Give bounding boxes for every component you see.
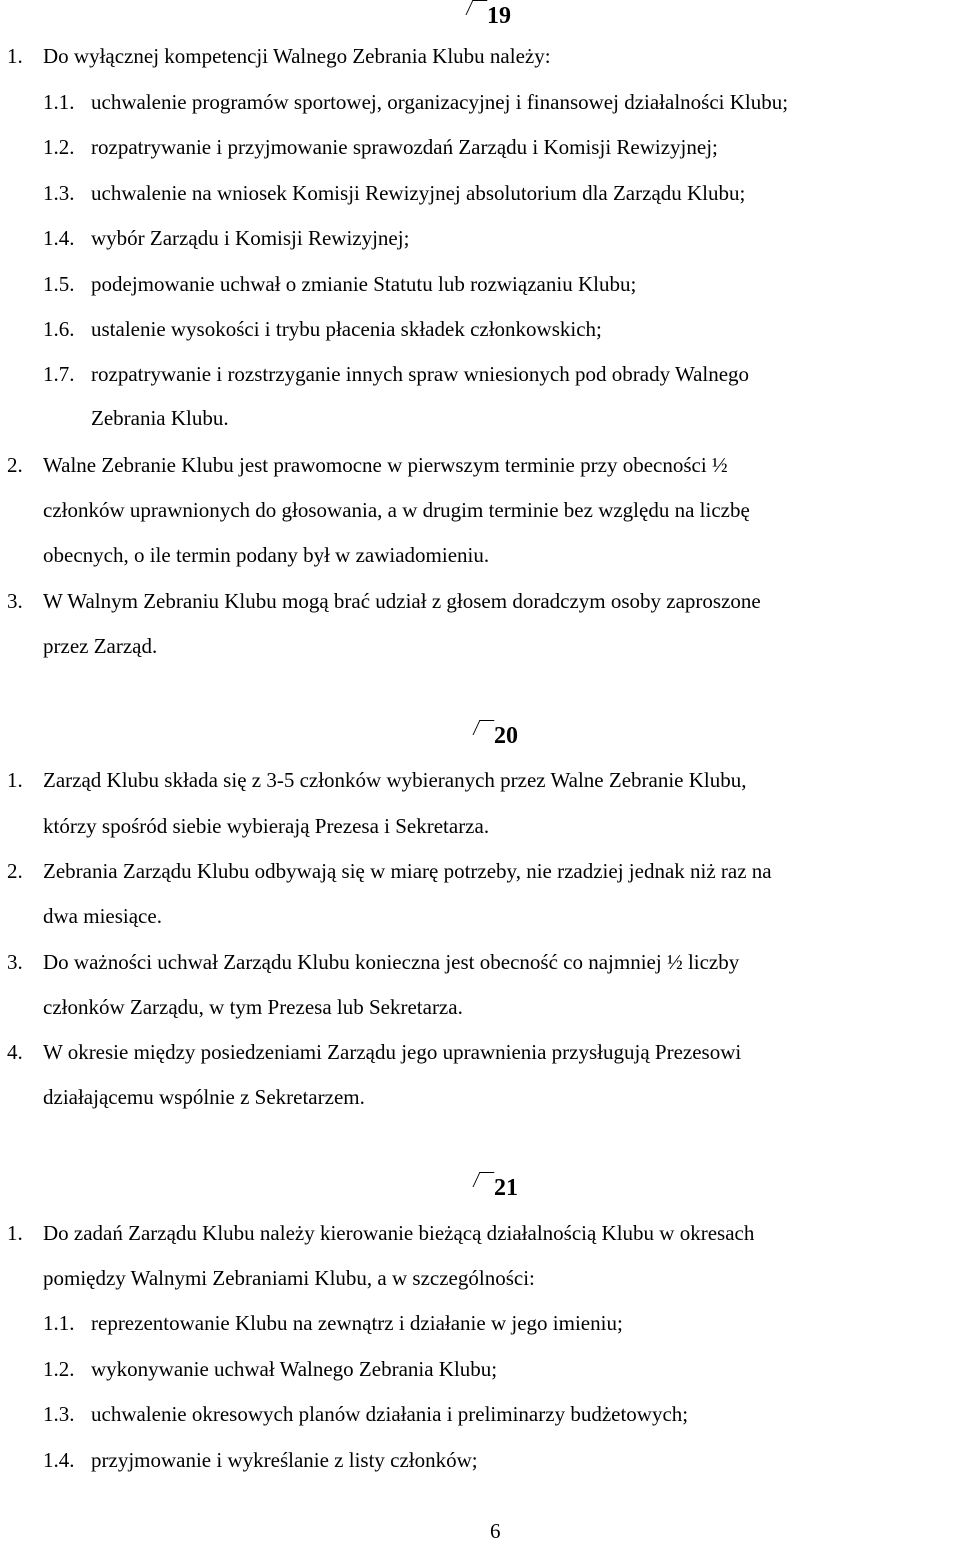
list-item-continuation: przez Zarząd. [43, 634, 158, 658]
list-item: 1.1. reprezentowanie Klubu na zewnątrz i działanie w jego imieniu; [43, 1311, 623, 1335]
list-item: 1. Do zadań Zarządu Klubu należy kierowanie bieżącą działalnością Klubu w okresach [7, 1221, 755, 1245]
list-item-continuation: członków uprawnionych do głosowania, a w drugim terminie bez względu na liczbę [43, 498, 750, 522]
list-item: 1.2. rozpatrywanie i przyjmowanie sprawozdań Zarządu i Komisji Rewizyjnej; [43, 135, 718, 159]
section-heading-21: 21 [476, 1172, 518, 1202]
list-item: 1.3. uchwalenie na wniosek Komisji Rewizyjnej absolutorium dla Zarządu Klubu; [43, 181, 746, 205]
list-item: 1.1. uchwalenie programów sportowej, organizacyjnej i finansowej działalności Klubu; [43, 90, 789, 114]
section-sign-icon [473, 1172, 495, 1187]
list-item-continuation: którzy spośród siebie wybierają Prezesa i Sekretarza. [43, 814, 490, 838]
list-item-continuation: Zebrania Klubu. [91, 406, 229, 430]
section-sign-icon [466, 0, 488, 15]
list-item-continuation: dwa miesiące. [43, 904, 162, 928]
section-heading-20: 20 [476, 720, 518, 750]
list-item: 3. Do ważności uchwał Zarządu Klubu konieczna jest obecność co najmniej ½ liczby [7, 950, 740, 974]
section-heading-19: 19 [469, 0, 511, 30]
list-item: 2. Zebrania Zarządu Klubu odbywają się w miarę potrzeby, nie rzadziej jednak niż raz na [7, 859, 772, 883]
list-item: 1.4. przyjmowanie i wykreślanie z listy członków; [43, 1448, 478, 1472]
list-item: 1. Do wyłącznej kompetencji Walnego Zebrania Klubu należy: [7, 44, 551, 68]
section-sign-icon [473, 720, 495, 735]
list-item: 1.4. wybór Zarządu i Komisji Rewizyjnej; [43, 226, 410, 250]
list-item: 1.5. podejmowanie uchwał o zmianie Statutu lub rozwiązaniu Klubu; [43, 272, 637, 296]
list-item: 1.7. rozpatrywanie i rozstrzyganie innych spraw wniesionych pod obrady Walnego [43, 362, 750, 386]
list-item: 1.2. wykonywanie uchwał Walnego Zebrania Klubu; [43, 1357, 498, 1381]
list-item-continuation: członków Zarządu, w tym Prezesa lub Sekretarza. [43, 995, 463, 1019]
list-item: 1. Zarząd Klubu składa się z 3-5 członków wybieranych przez Walne Zebranie Klubu, [7, 768, 747, 792]
list-item: 3. W Walnym Zebraniu Klubu mogą brać udział z głosem doradczym osoby zaproszone [7, 589, 761, 613]
list-item: 2. Walne Zebranie Klubu jest prawomocne w pierwszym terminie przy obecności ½ [7, 453, 728, 477]
list-item-continuation: działającemu wspólnie z Sekretarzem. [43, 1085, 365, 1109]
list-item-continuation: obecnych, o ile termin podany był w zawiadomieniu. [43, 543, 490, 567]
list-item: 1.6. ustalenie wysokości i trybu płacenia składek członkowskich; [43, 317, 602, 341]
list-item: 1.3. uchwalenie okresowych planów działania i preliminarzy budżetowych; [43, 1402, 689, 1426]
list-item-continuation: pomiędzy Walnymi Zebraniami Klubu, a w szczególności: [43, 1266, 535, 1290]
list-item: 4. W okresie między posiedzeniami Zarządu jego uprawnienia przysługują Prezesowi [7, 1040, 742, 1064]
page-number: 6 [490, 1519, 501, 1543]
